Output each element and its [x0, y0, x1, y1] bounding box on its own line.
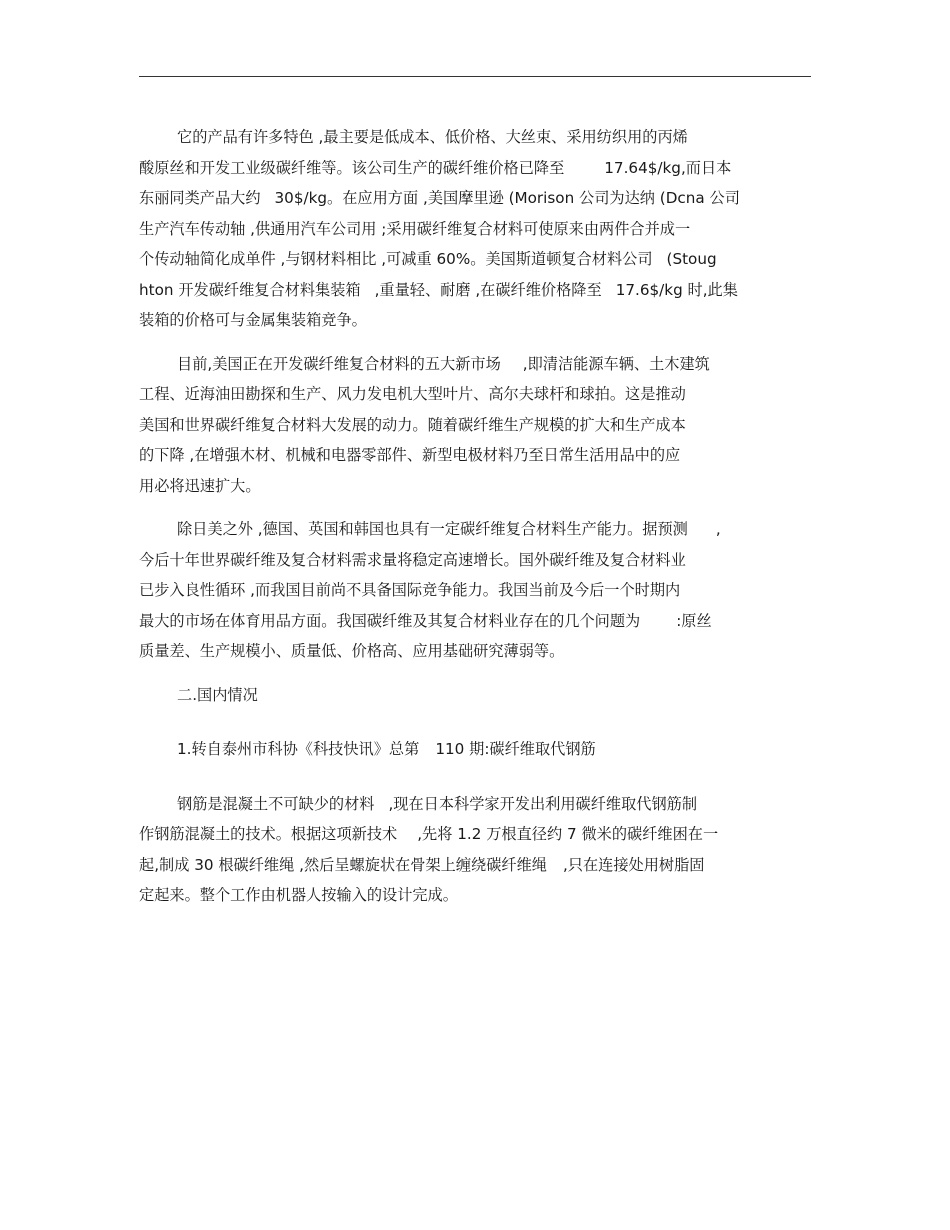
text-segment: ,只在连接处用树脂固: [562, 855, 705, 874]
text-line: 生产汽车传动轴 ,供通用汽车公司用 ;采用碳纤维复合材料可使原来由两件合并成一: [139, 219, 691, 238]
text-line: 它的产品有许多特色 ,最主要是低成本、低价格、大丝束、采用纺织用的丙烯: [177, 128, 688, 146]
text-segment: 目前,美国正在开发碳纤维复合材料的五大新市场: [177, 354, 501, 373]
text-line: 美国和世界碳纤维复合材料大发展的动力。随着碳纤维生产规模的扩大和生产成本: [139, 415, 686, 434]
text-line: [139, 275, 809, 306]
text-line: 今后十年世界碳纤维及复合材料需求量将稳定高速增长。国外碳纤维及复合材料业: [139, 550, 686, 569]
text-line: [139, 244, 809, 275]
text-segment: 30$/kg。在应用方面 ,美国摩里逊 (Morison 公司为达纳 (Dcna 公司: [274, 189, 740, 207]
text-line: [139, 606, 809, 637]
text-segment: 除日美之外 ,德国、英国和韩国也具有一定碳纤维复合材料生产能力。据预测: [177, 520, 688, 538]
sub-heading: [139, 734, 809, 765]
text-line: [139, 349, 809, 380]
text-line: 定起来。整个工作由机器人按输入的设计完成。: [139, 886, 458, 904]
document-body: [139, 122, 809, 924]
text-segment: 钢筋是混凝土不可缺少的材料: [177, 794, 375, 813]
text-segment: ,重量轻、耐磨 ,在碳纤维价格降至: [374, 280, 602, 299]
text-segment: 最大的市场在体育用品方面。我国碳纤维及其复合材料业存在的几个问题为: [139, 611, 641, 630]
text-segment: ,即清洁能源车辆、土木建筑: [522, 354, 710, 373]
text-segment: ,现在日本科学家开发出利用碳纤维取代钢筋制: [388, 794, 698, 813]
text-segment: 17.6$/kg 时,此集: [615, 280, 738, 299]
text-segment: :原丝: [676, 611, 712, 630]
paragraph-3: [139, 514, 809, 667]
paragraph-2: [139, 349, 809, 502]
text-line: 的下降 ,在增强木材、机械和电器零部件、新型电极材料乃至日常生活用品中的应: [139, 446, 681, 464]
text-segment: ,: [715, 520, 721, 538]
sub-heading-suffix: 110 期:碳纤维取代钢筋: [435, 740, 596, 758]
text-line: [139, 514, 809, 545]
text-segment: 酸原丝和开发工业级碳纤维等。该公司生产的碳纤维价格已降至: [139, 158, 565, 177]
text-line: [139, 153, 809, 184]
text-line: [139, 850, 809, 881]
text-segment: (Stoug: [666, 250, 717, 268]
text-line: 用必将迅速扩大。: [139, 476, 261, 495]
text-line: [139, 789, 809, 820]
text-segment: ,先将 1.2 万根直径约 7 微米的碳纤维困在一: [417, 825, 719, 843]
text-segment: hton 开发碳纤维复合材料集装箱: [139, 280, 361, 299]
text-line: [139, 819, 809, 850]
text-segment: 起,制成 30 根碳纤维绳 ,然后呈螺旋状在骨架上缠绕碳纤维绳: [139, 855, 547, 874]
text-line: 装箱的价格可与金属集装箱竞争。: [139, 311, 367, 329]
header-divider: [139, 76, 811, 77]
text-line: 质量差、生产规模小、质量低、价格高、应用基础研究薄弱等。: [139, 642, 565, 660]
section-heading: 二.国内情况: [177, 685, 258, 704]
text-segment: 17.64$/kg,而日本: [604, 158, 732, 177]
text-line: 已步入良性循环 ,而我国目前尚不具备国际竞争能力。我国当前及今后一个时期内: [139, 581, 681, 599]
text-segment: 作钢筋混凝土的技术。根据这项新技术: [139, 825, 398, 843]
text-segment: 个传动轴简化成单件 ,与钢材料相比 ,可减重 60%。美国斯道顿复合材料公司: [139, 250, 653, 268]
sub-heading-prefix: 1.转自泰州市科协《科技快讯》总第: [177, 740, 420, 758]
text-line: [139, 183, 809, 214]
text-line: 工程、近海油田勘探和生产、风力发电机大型叶片、高尔夫球杆和球拍。这是推动: [139, 385, 686, 403]
paragraph-1: [139, 122, 809, 336]
paragraph-4: [139, 789, 809, 911]
text-segment: 东丽同类产品大约: [139, 189, 261, 207]
